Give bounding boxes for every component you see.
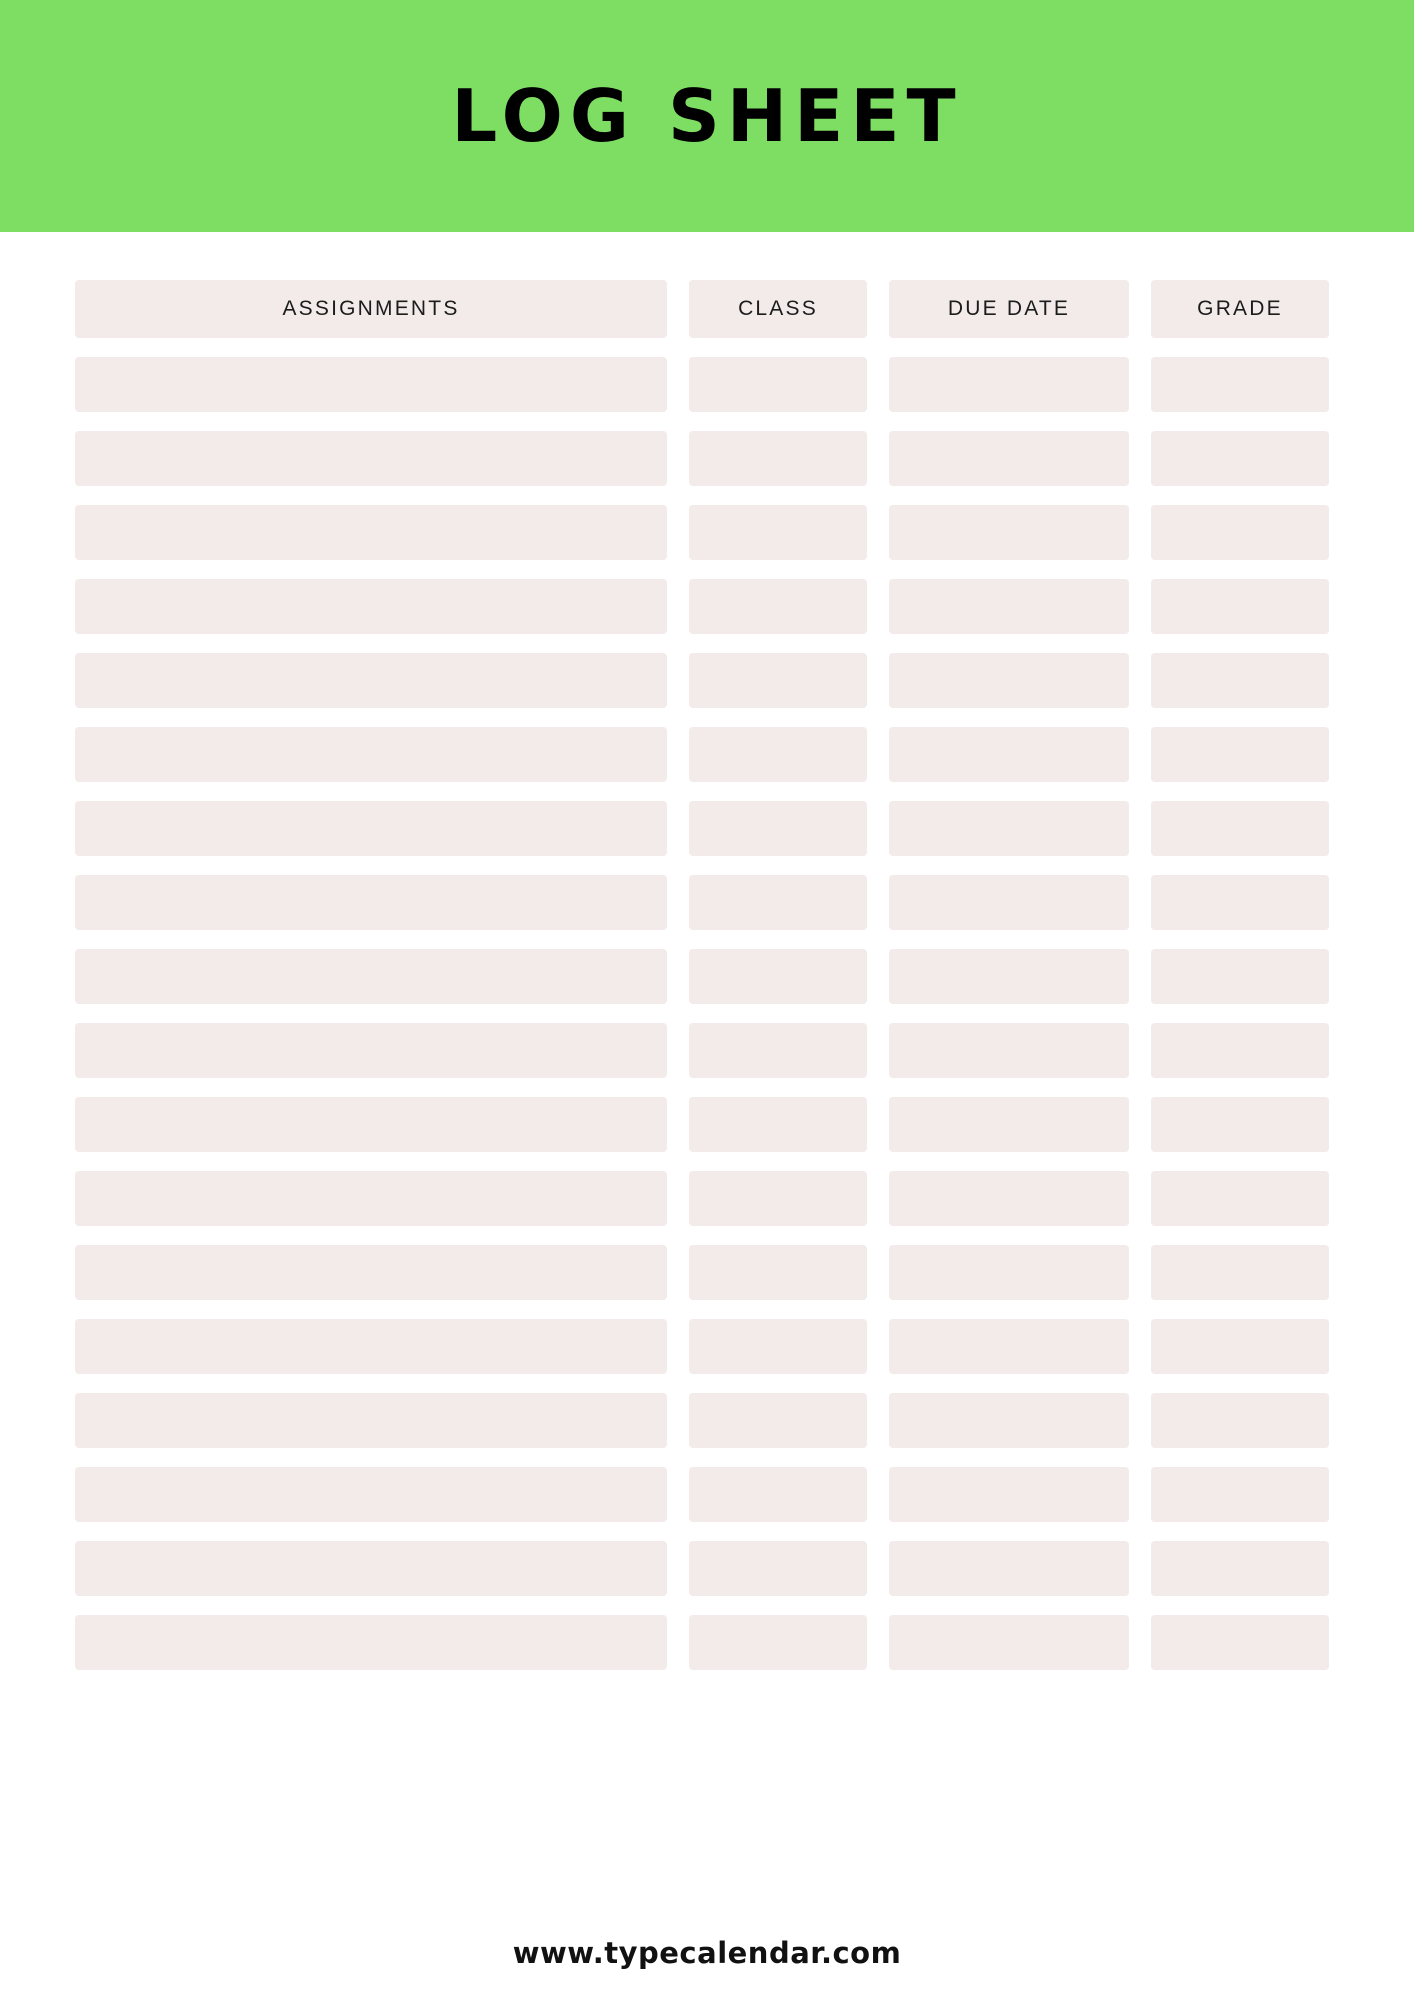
table-cell-due-date[interactable] bbox=[889, 1171, 1129, 1226]
table-row bbox=[75, 1319, 1339, 1374]
table-row bbox=[75, 1615, 1339, 1670]
table-cell-assignments[interactable] bbox=[75, 1245, 667, 1300]
table-cell-class[interactable] bbox=[689, 579, 867, 634]
table-cell-due-date[interactable] bbox=[889, 1615, 1129, 1670]
table-cell-assignments[interactable] bbox=[75, 1467, 667, 1522]
table-cell-grade[interactable] bbox=[1151, 579, 1329, 634]
table-cell-assignments[interactable] bbox=[75, 875, 667, 930]
table-cell-grade[interactable] bbox=[1151, 1245, 1329, 1300]
table-cell-grade[interactable] bbox=[1151, 727, 1329, 782]
table-cell-grade[interactable] bbox=[1151, 1467, 1329, 1522]
column-header-grade bbox=[1151, 280, 1329, 338]
table-cell-due-date[interactable] bbox=[889, 1467, 1129, 1522]
table-row bbox=[75, 1393, 1339, 1448]
footer-website: www.typecalendar.com bbox=[512, 1936, 902, 1970]
table-cell-assignments[interactable] bbox=[75, 1615, 667, 1670]
table-cell-assignments[interactable] bbox=[75, 1541, 667, 1596]
table-row bbox=[75, 801, 1339, 856]
table-cell-class[interactable] bbox=[689, 1171, 867, 1226]
table-cell-assignments[interactable] bbox=[75, 653, 667, 708]
table-cell-due-date[interactable] bbox=[889, 1541, 1129, 1596]
table-cell-due-date[interactable] bbox=[889, 1245, 1129, 1300]
table-row bbox=[75, 875, 1339, 930]
table-cell-class[interactable] bbox=[689, 1319, 867, 1374]
table-cell-class[interactable] bbox=[689, 875, 867, 930]
table-cell-class[interactable] bbox=[689, 505, 867, 560]
table-row bbox=[75, 1467, 1339, 1522]
table-cell-grade[interactable] bbox=[1151, 1171, 1329, 1226]
table-cell-class[interactable] bbox=[689, 1245, 867, 1300]
page-banner bbox=[0, 0, 1414, 232]
table-header-row bbox=[75, 280, 1339, 338]
table-cell-class[interactable] bbox=[689, 1097, 867, 1152]
table-cell-grade[interactable] bbox=[1151, 1023, 1329, 1078]
log-table bbox=[0, 280, 1414, 1670]
table-cell-class[interactable] bbox=[689, 431, 867, 486]
table-cell-grade[interactable] bbox=[1151, 357, 1329, 412]
table-cell-due-date[interactable] bbox=[889, 431, 1129, 486]
table-cell-class[interactable] bbox=[689, 949, 867, 1004]
table-row bbox=[75, 653, 1339, 708]
table-cell-due-date[interactable] bbox=[889, 801, 1129, 856]
table-cell-grade[interactable] bbox=[1151, 505, 1329, 560]
table-cell-assignments[interactable] bbox=[75, 431, 667, 486]
table-cell-class[interactable] bbox=[689, 1393, 867, 1448]
table-cell-due-date[interactable] bbox=[889, 949, 1129, 1004]
table-cell-grade[interactable] bbox=[1151, 1393, 1329, 1448]
table-cell-class[interactable] bbox=[689, 1023, 867, 1078]
table-cell-grade[interactable] bbox=[1151, 801, 1329, 856]
column-header-due-date bbox=[889, 280, 1129, 338]
table-cell-assignments[interactable] bbox=[75, 1097, 667, 1152]
table-cell-class[interactable] bbox=[689, 653, 867, 708]
table-row bbox=[75, 949, 1339, 1004]
table-row bbox=[75, 357, 1339, 412]
table-cell-due-date[interactable] bbox=[889, 1393, 1129, 1448]
table-cell-assignments[interactable] bbox=[75, 505, 667, 560]
table-cell-due-date[interactable] bbox=[889, 1023, 1129, 1078]
table-cell-assignments[interactable] bbox=[75, 1393, 667, 1448]
column-header-grade-label: GRADE bbox=[1197, 297, 1283, 320]
table-cell-grade[interactable] bbox=[1151, 1319, 1329, 1374]
table-cell-grade[interactable] bbox=[1151, 1541, 1329, 1596]
table-cell-assignments[interactable] bbox=[75, 357, 667, 412]
table-cell-assignments[interactable] bbox=[75, 1171, 667, 1226]
table-cell-grade[interactable] bbox=[1151, 653, 1329, 708]
table-row bbox=[75, 1023, 1339, 1078]
table-cell-due-date[interactable] bbox=[889, 1097, 1129, 1152]
table-row bbox=[75, 1097, 1339, 1152]
page-title: LOG SHEET bbox=[451, 74, 963, 158]
table-cell-assignments[interactable] bbox=[75, 1319, 667, 1374]
column-header-assignments-label: ASSIGNMENTS bbox=[282, 297, 460, 320]
column-header-due-date-label: DUE DATE bbox=[947, 297, 1071, 320]
table-cell-due-date[interactable] bbox=[889, 1319, 1129, 1374]
table-body bbox=[75, 357, 1339, 1670]
column-header-assignments bbox=[75, 280, 667, 338]
table-cell-grade[interactable] bbox=[1151, 949, 1329, 1004]
table-cell-due-date[interactable] bbox=[889, 727, 1129, 782]
table-cell-class[interactable] bbox=[689, 727, 867, 782]
table-cell-due-date[interactable] bbox=[889, 505, 1129, 560]
column-header-class bbox=[689, 280, 867, 338]
table-cell-grade[interactable] bbox=[1151, 1097, 1329, 1152]
table-cell-class[interactable] bbox=[689, 1615, 867, 1670]
table-cell-grade[interactable] bbox=[1151, 431, 1329, 486]
table-cell-class[interactable] bbox=[689, 1467, 867, 1522]
table-cell-due-date[interactable] bbox=[889, 875, 1129, 930]
table-row bbox=[75, 727, 1339, 782]
table-row bbox=[75, 431, 1339, 486]
table-cell-assignments[interactable] bbox=[75, 949, 667, 1004]
table-cell-class[interactable] bbox=[689, 1541, 867, 1596]
table-row bbox=[75, 1171, 1339, 1226]
table-cell-due-date[interactable] bbox=[889, 579, 1129, 634]
footer bbox=[0, 1936, 1414, 1970]
table-cell-assignments[interactable] bbox=[75, 579, 667, 634]
table-cell-assignments[interactable] bbox=[75, 727, 667, 782]
table-row bbox=[75, 1541, 1339, 1596]
table-row bbox=[75, 579, 1339, 634]
table-cell-class[interactable] bbox=[689, 801, 867, 856]
table-cell-due-date[interactable] bbox=[889, 357, 1129, 412]
table-cell-grade[interactable] bbox=[1151, 1615, 1329, 1670]
table-cell-due-date[interactable] bbox=[889, 653, 1129, 708]
table-cell-assignments[interactable] bbox=[75, 801, 667, 856]
table-cell-grade[interactable] bbox=[1151, 875, 1329, 930]
table-cell-assignments[interactable] bbox=[75, 1023, 667, 1078]
table-row bbox=[75, 505, 1339, 560]
table-row bbox=[75, 1245, 1339, 1300]
column-header-class-label: CLASS bbox=[738, 297, 818, 320]
table-cell-class[interactable] bbox=[689, 357, 867, 412]
